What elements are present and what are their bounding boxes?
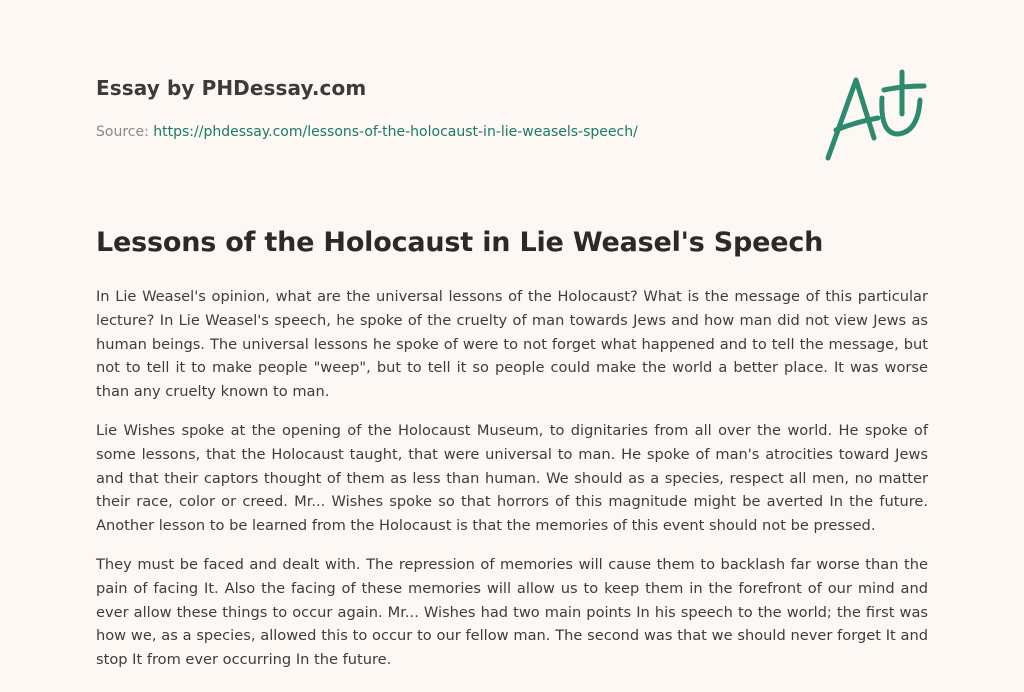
essay-paragraph: In Lie Weasel's opinion, what are the universal lessons of the Holocaust? What is the message of this particular lecture? In Lie Weasel's speech, he spoke of the cruelty of man towards Jews and how man did not view Jews as human beings. The universal lessons he spoke of were to not forget what happened and to tell the message, but not to tell it to make people "weep", but to tell it so people could make the world a better place. It was worse than any cruelty known to man. (96, 288, 928, 401)
essay-paragraph: Lie Wishes spoke at the opening of the Holocaust Museum, to dignitaries from all over the world. He spoke of some lessons, that the Holocaust taught, that were universal to man. He spoke of man's atrocities toward Jews and that their captors thought of them as less than human. We should as a species, respect all men, no matter their race, color or creed. Mr... Wishes spoke so that horrors of this magnitude might be averted In the future. Another lesson to be learned from the Holocaust is that the memories of this event should not be pressed. (96, 421, 928, 535)
site-brand: Essay by PHDessay.com (96, 76, 367, 100)
source-label: Source: (96, 124, 149, 140)
essay-title: Lessons of the Holocaust in Lie Weasel's Speech (96, 227, 824, 258)
essay-body (96, 285, 928, 687)
a-plus-grade-icon (822, 68, 928, 164)
essay-paragraph: They must be faced and dealt with. The repression of memories will cause them to backlash far worse than the pain of facing It. Also the facing of these memories will allow us to keep them in the forefront of our mind and ever allow these things to occur again. Mr... Wishes had two main points In his speech to the world; the first was how we, as a species, allowed this to occur to our fellow man. The second was that we should never forget It and stop It from ever occurring In the future. (96, 555, 928, 669)
source-line (96, 124, 638, 140)
source-link[interactable]: https://phdessay.com/lessons-of-the-holocaust-in-lie-weasels-speech/ (153, 124, 638, 140)
essay-header (96, 76, 796, 140)
